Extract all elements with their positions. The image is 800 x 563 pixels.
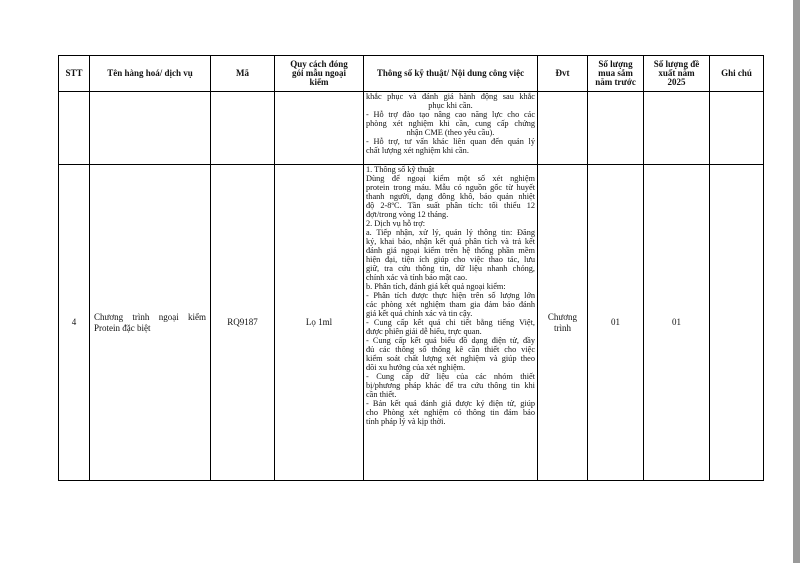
text-line: - Hỗ trợ, tư vấn khác liên quan đến quản lý	[366, 137, 535, 146]
text-line: b. Phân tích, đánh giá kết quả ngoại kiểm:	[366, 282, 506, 291]
text-line: kiểm soát chất lượng xét nghiệm và giúp theo	[366, 354, 535, 363]
header-sl-de-xuat	[644, 56, 710, 92]
header-row	[59, 56, 764, 92]
header-sl-de-xuat-line: xuất năm	[658, 68, 695, 78]
text-line: hiện đại, tiện ích giúp cho việc thao tác, lưu	[366, 255, 535, 264]
text-line: đánh giá ngoại kiểm trên hệ thống phần mềm	[366, 246, 535, 255]
text-line: các phòng xét nghiệm tham gia đảm bảo đánh	[366, 300, 535, 309]
text-line: a. Tiếp nhận, xử lý, quản lý thông tin: Đăng	[366, 228, 535, 237]
cell-stt	[59, 92, 90, 165]
text-line: đủ các thông số thống kê cần thiết cho việc	[366, 345, 535, 354]
text-line: - Hỗ trợ đào tạo nâng cao năng lực cho các	[366, 110, 535, 119]
specification-table	[58, 55, 764, 481]
header-quy-cach	[275, 56, 364, 92]
text-line: phòng xét nghiệm khi cần, cung cấp chứng	[366, 119, 535, 128]
text-line: - Phân tích được thực hiện trên số lượng lớn	[366, 291, 535, 300]
text-line: được phiên giải dễ hiểu, trực quan.	[366, 327, 482, 336]
header-sl-nam-truoc	[588, 56, 644, 92]
text-line: giữ, tra cứu thông tin, dữ liệu nhanh chóng,	[366, 264, 535, 273]
table-row-continued	[59, 92, 764, 165]
cell-ten	[90, 165, 211, 481]
cell-quy-cach	[275, 92, 364, 165]
table-row-4	[59, 165, 764, 481]
dvt-line: trình	[554, 322, 571, 333]
header-stt: STT	[59, 56, 90, 92]
header-ghi-chu: Ghi chú	[710, 56, 764, 92]
text-line: ký, khai báo, nhận kết quả phân tích và trả kết	[366, 237, 535, 246]
text-line: - Cung cấp kết quả biểu đồ dạng điện tử, đầy	[366, 336, 535, 345]
cell-sl-truoc: 01	[588, 165, 644, 481]
cell-sl-truoc	[588, 92, 644, 165]
text-line: độ 2-8ºC. Tần suất phân tích: tối thiểu 12	[366, 201, 535, 210]
page-shadow	[793, 0, 800, 563]
cell-sl-de-xuat	[644, 92, 710, 165]
header-ma: Mã	[211, 56, 275, 92]
text-line: dõi xu hướng của xét nghiệm.	[366, 363, 466, 372]
cell-ma	[211, 92, 275, 165]
dvt-line: Chương	[547, 311, 578, 322]
text-line: 2. Dịch vụ hỗ trợ:	[366, 219, 426, 228]
cell-thong-so	[364, 92, 538, 165]
header-ten-hang-hoa: Tên hàng hoá/ dịch vụ	[90, 56, 211, 92]
text-line: cần thiết.	[366, 390, 397, 399]
header-quy-cach-line: Quy cách đóng	[290, 59, 348, 69]
header-sl-truoc-line: năm trước	[595, 77, 636, 87]
header-sl-de-xuat-line: 2025	[667, 77, 686, 87]
header-dvt: Đvt	[538, 56, 588, 92]
text-line: chính xác và tính bảo mật cao.	[366, 273, 468, 282]
text-line: nhận CME (theo yêu cầu).	[406, 128, 495, 137]
text-line: - Cung cấp dữ liệu của các nhóm thiết	[366, 372, 535, 381]
text-line: Dùng để ngoại kiểm một số xét nghiệm	[366, 174, 535, 183]
cell-dvt	[538, 165, 588, 481]
header-sl-truoc-line: mua sắm	[598, 68, 633, 78]
cell-sl-de-xuat: 01	[644, 165, 710, 481]
text-line: cho Phòng xét nghiệm có thông tin đảm bảo	[366, 408, 535, 417]
text-line: đợt/trong vòng 12 tháng.	[366, 210, 449, 219]
text-line: phục khi cần.	[428, 101, 473, 110]
text-line: chất lượng xét nghiệm khi cần.	[366, 146, 469, 155]
cell-quy-cach: Lọ 1ml	[275, 165, 364, 481]
cell-ma: RQ9187	[211, 165, 275, 481]
cell-thong-so	[364, 165, 538, 481]
header-sl-truoc-line: Số lượng	[598, 59, 633, 69]
ten-line: Protein đặc biệt	[94, 322, 151, 333]
cell-ten	[90, 92, 211, 165]
cell-dvt	[538, 92, 588, 165]
header-quy-cach-line: kiểm	[309, 77, 329, 87]
text-line: 1. Thông số kỹ thuật	[366, 165, 435, 174]
cell-ghi-chu	[710, 92, 764, 165]
text-line: giá kết quả chính xác và tin cậy.	[366, 309, 473, 318]
text-line: protein trong máu. Mẫu có nguồn gốc từ huyết	[366, 183, 535, 192]
cell-stt: 4	[59, 165, 90, 481]
text-line: bị/phương pháp khác để tra cứu thông tin khi	[366, 381, 535, 390]
text-line: thanh người, dạng đông khô, bảo quản nhiệt	[366, 192, 535, 201]
text-line: - Cung cấp kết quả chi tiết bằng tiếng Việt,	[366, 318, 535, 327]
text-line: tính pháp lý và kịp thời.	[366, 417, 446, 426]
text-line: - Bản kết quả đánh giá được ký điện tử, giúp	[366, 399, 535, 408]
header-thong-so: Thông số kỹ thuật/ Nội dung công việc	[364, 56, 538, 92]
header-quy-cach-line: gói mẫu ngoại	[291, 68, 346, 78]
text-line: khắc phục và đánh giá hành động sau khắc	[366, 92, 535, 101]
ten-line: Chương trình ngoại kiểm	[94, 311, 206, 322]
header-sl-de-xuat-line: Số lượng đề	[653, 59, 700, 69]
cell-ghi-chu	[710, 165, 764, 481]
